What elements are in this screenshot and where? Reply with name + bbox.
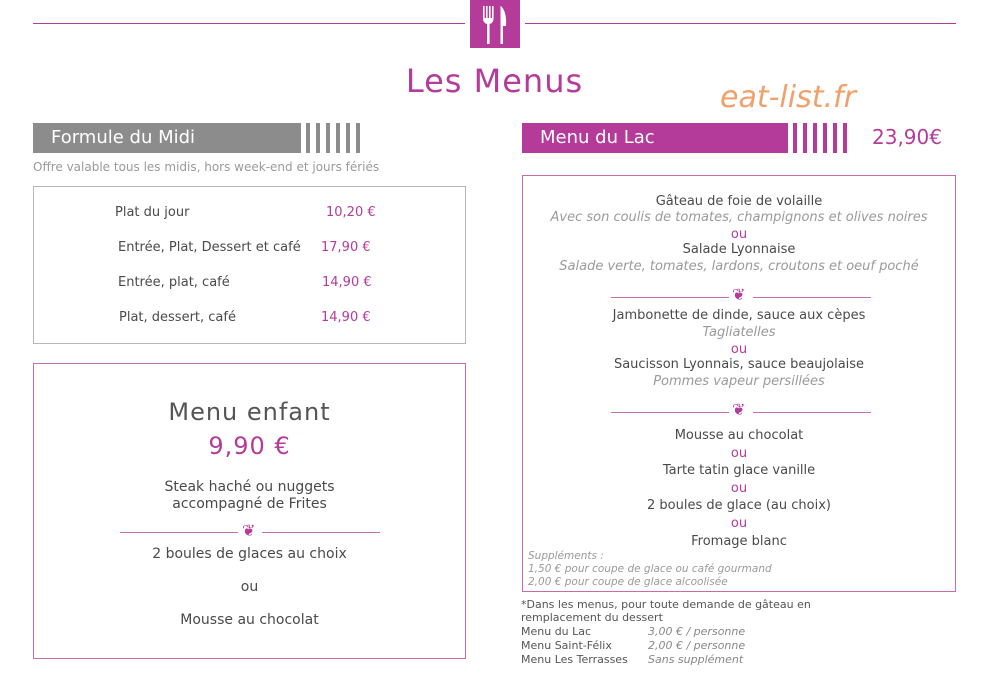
midi-item-label: Plat du jour <box>115 205 190 220</box>
menu-enfant-main-line2: accompagné de Frites <box>172 496 327 512</box>
formule-midi-offer: Offre valable tous les midis, hors week-end et jours fériés <box>33 160 380 174</box>
midi-item-price: 17,90 € <box>321 240 371 255</box>
lac-entree2-sub: Salade verte, tomates, lardons, croutons et oeuf poché <box>559 259 919 274</box>
formule-midi-header-bars <box>306 123 366 153</box>
formule-midi-header: Formule du Midi <box>33 123 301 153</box>
midi-item-label: Entrée, plat, café <box>118 275 230 290</box>
menu-enfant-box <box>33 363 466 659</box>
separator-line <box>611 412 729 413</box>
lac-or: ou <box>730 446 748 461</box>
note-price: Sans supplément <box>648 653 744 666</box>
separator-line <box>120 532 238 533</box>
menu-enfant-dessert2: Mousse au chocolat <box>180 612 319 628</box>
menu-lac-box <box>522 175 956 592</box>
midi-item-label: Entrée, Plat, Dessert et café <box>118 240 301 255</box>
dessert-note-line1: *Dans les menus, pour toute demande de gâteau en <box>521 598 811 611</box>
note-menu: Menu du Lac <box>521 625 592 638</box>
menu-enfant-title: Menu enfant <box>168 398 331 426</box>
formule-midi-box <box>33 186 466 344</box>
lac-plat1: Jambonette de dinde, sauce aux cèpes <box>612 308 866 323</box>
lac-supplement: 1,50 € pour coupe de glace ou café gourmand <box>528 563 772 575</box>
lac-supplement: 2,00 € pour coupe de glace alcoolisée <box>528 576 728 588</box>
note-menu: Menu Les Terrasses <box>521 653 628 666</box>
note-price: 2,00 € / personne <box>648 639 746 652</box>
top-rule-left <box>33 23 465 24</box>
leaf-icon: ❦ <box>242 521 256 540</box>
separator-line <box>611 297 729 298</box>
dessert-note-line2: remplacement du dessert <box>521 611 663 624</box>
lac-dessert3: 2 boules de glace (au choix) <box>647 498 831 513</box>
lac-plat2-sub: Pommes vapeur persillées <box>653 374 825 389</box>
fork-knife-icon <box>470 0 520 48</box>
menu-lac-header: Menu du Lac <box>522 123 788 153</box>
lac-plat2: Saucisson Lyonnais, sauce beaujolaise <box>613 357 865 372</box>
separator-line <box>753 412 871 413</box>
menu-lac-header-bars <box>793 123 853 153</box>
leaf-icon: ❦ <box>732 400 746 419</box>
lac-supplements-title: Suppléments : <box>528 550 604 562</box>
separator-line <box>753 297 871 298</box>
menu-enfant-price: 9,90 € <box>208 432 291 460</box>
lac-or: ou <box>730 227 748 242</box>
separator-line <box>262 532 380 533</box>
lac-entree1: Gâteau de foie de volaille <box>655 194 823 209</box>
midi-item-price: 14,90 € <box>321 310 371 325</box>
lac-or: ou <box>730 342 748 357</box>
menu-enfant-main-line1: Steak haché ou nuggets <box>164 479 335 495</box>
midi-item-price: 10,20 € <box>326 205 376 220</box>
menu-enfant-dessert1: 2 boules de glaces au choix <box>152 546 347 562</box>
lac-entree1-sub: Avec son coulis de tomates, champignons et olives noires <box>550 210 928 225</box>
lac-dessert2: Tarte tatin glace vanille <box>662 463 816 478</box>
lac-or: ou <box>730 481 748 496</box>
lac-dessert4: Fromage blanc <box>691 534 787 549</box>
midi-item-price: 14,90 € <box>322 275 372 290</box>
page-title: Les Menus <box>405 62 584 100</box>
lac-dessert1: Mousse au chocolat <box>674 428 804 443</box>
note-menu: Menu Saint-Félix <box>521 639 612 652</box>
watermark: eat-list.fr <box>720 80 856 115</box>
leaf-icon: ❦ <box>732 285 746 304</box>
top-rule-right <box>525 23 956 24</box>
lac-or: ou <box>730 516 748 531</box>
lac-plat1-sub: Tagliatelles <box>702 325 776 340</box>
midi-item-label: Plat, dessert, café <box>119 310 236 325</box>
menu-lac-price: 23,90€ <box>872 125 942 149</box>
note-price: 3,00 € / personne <box>648 625 746 638</box>
menu-enfant-or: ou <box>240 579 259 595</box>
lac-entree2: Salade Lyonnaise <box>682 242 796 257</box>
